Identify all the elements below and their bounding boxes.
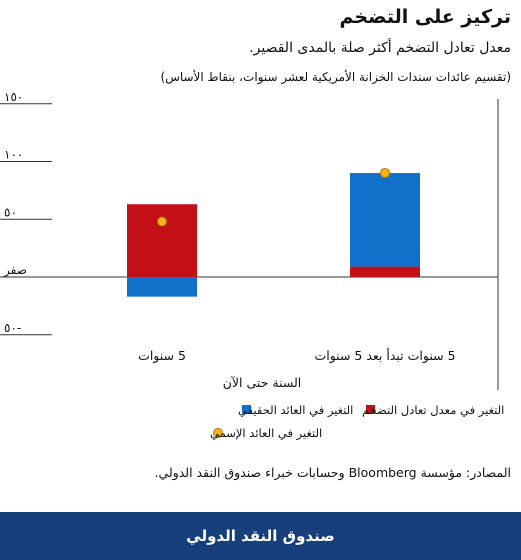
source-note: المصادر: مؤسسة Bloomberg وحسابات خبراء صندوق النقد الدولي. [154, 465, 511, 480]
legend-label: التغير في العائد الحقيقي [238, 403, 354, 417]
legend-label: التغير في معدل تعادل التضخم [362, 403, 505, 417]
y-tick-label: ١٠٠ [4, 147, 24, 162]
y-tick-label: صفر [4, 263, 27, 277]
footer-bar [0, 512, 521, 560]
y-tick-label: ٥٠- [4, 320, 22, 335]
bar-segment [127, 277, 197, 297]
footer-label: صندوق النقد الدولي [186, 527, 335, 545]
nominal-marker [158, 217, 167, 226]
nominal-marker [381, 169, 390, 178]
bars-group [127, 173, 420, 297]
chart-units-note: (تقسيم عائدات سندات الخزانة الأمريكية لعشر سنوات، بنقاط الأساس) [160, 70, 511, 84]
bar-segment [127, 204, 197, 277]
chart-subtitle: معدل تعادل التضخم أكثر صلة بالمدى القصير. [249, 40, 511, 56]
x-tick-label: 5 سنوات تبدأ بعد 5 سنوات [314, 348, 456, 363]
y-tick-label: ٥٠ [4, 205, 17, 220]
x-tick-label: 5 سنوات [138, 348, 186, 363]
y-axis-ticks [0, 90, 52, 335]
y-tick-label: ١٥٠ [4, 89, 24, 104]
x-axis-title: السنة حتى الآن [222, 375, 302, 390]
chart-title: تركيز على التضخم [339, 6, 511, 28]
bar-segment [350, 173, 420, 267]
bar-segment [350, 267, 420, 277]
legend-label: التغير في العائد الإسمي [210, 426, 323, 440]
x-axis-labels [138, 347, 455, 364]
legend [210, 403, 504, 441]
